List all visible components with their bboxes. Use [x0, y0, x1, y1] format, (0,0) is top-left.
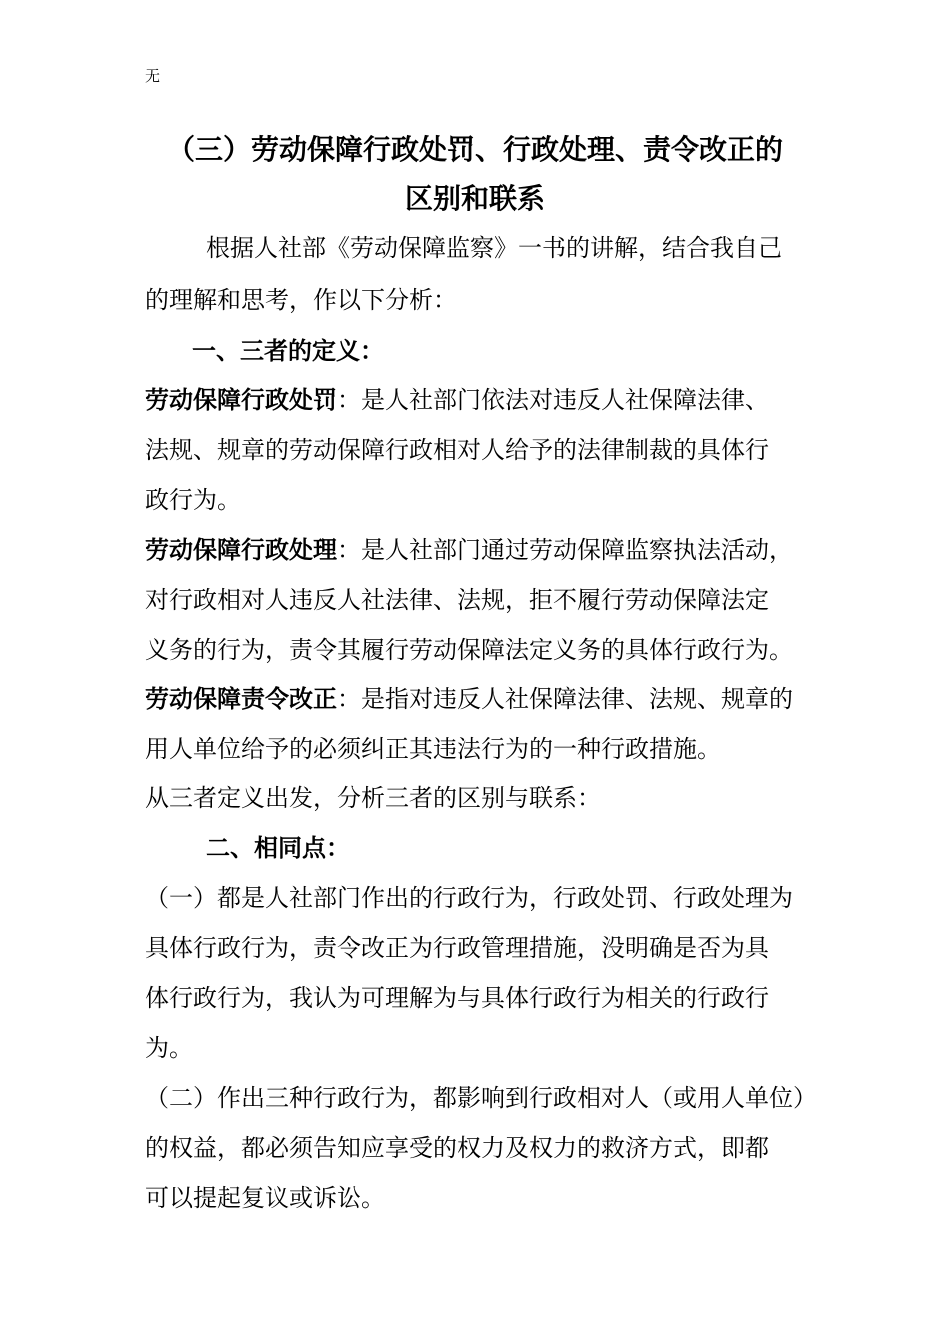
- page-title-line-1: （三）劳动保障行政处罚、行政处理、责令改正的: [166, 133, 783, 166]
- definition-handling-line-1: [145, 533, 793, 567]
- definition-handling-line-2: 对行政相对人违反人社法律、法规，拒不履行劳动保障法定: [145, 586, 769, 614]
- definition-correction-line-2: 用人单位给予的必须纠正其违法行为的一种行政措施。: [145, 735, 721, 763]
- definition-term: 劳动保障行政处理: [145, 535, 337, 564]
- point-1-line-1: （一）都是人社部门作出的行政行为，行政处罚、行政处理为: [145, 884, 793, 912]
- point-2-line-2: 的权益，都必须告知应享受的权力及权力的救济方式，即都: [145, 1134, 769, 1162]
- header-mark: 无: [145, 67, 161, 85]
- page-title-line-2: 区别和联系: [404, 182, 545, 215]
- point-2-line-1: （二）作出三种行政行为，都影响到行政相对人（或用人单位）: [145, 1084, 817, 1112]
- definition-text: ：是指对违反人社保障法律、法规、规章的: [337, 685, 793, 713]
- definition-penalty-line-2: 法规、规章的劳动保障行政相对人给予的法律制裁的具体行: [145, 436, 769, 464]
- section-heading-similarities: 二、相同点：: [206, 833, 350, 862]
- definition-term: 劳动保障行政处罚: [145, 385, 337, 414]
- definition-correction-line-1: [145, 682, 793, 716]
- definition-text: ：是人社部门依法对违反人社保障法律、: [337, 386, 769, 414]
- point-1-line-4: 为。: [145, 1034, 193, 1062]
- point-2-line-3: 可以提起复议或诉讼。: [145, 1184, 385, 1212]
- point-1-line-3: 体行政行为，我认为可理解为与具体行政行为相关的行政行: [145, 984, 769, 1012]
- definition-text: ：是人社部门通过劳动保障监察执法活动，: [337, 536, 793, 564]
- intro-line-1: 根据人社部《劳动保障监察》一书的讲解，结合我自己: [206, 234, 782, 262]
- intro-line-2: 的理解和思考，作以下分析：: [145, 286, 457, 314]
- section-heading-definitions: 一、三者的定义：: [192, 336, 384, 365]
- point-1-line-2: 具体行政行为，责令改正为行政管理措施，没明确是否为具: [145, 934, 769, 962]
- definition-penalty-line-3: 政行为。: [145, 486, 241, 514]
- definition-penalty-line-1: [145, 383, 769, 417]
- definition-term: 劳动保障责令改正: [145, 684, 337, 713]
- definition-handling-line-3: 义务的行为，责令其履行劳动保障法定义务的具体行政行为。: [145, 636, 793, 664]
- transition-paragraph: 从三者定义出发，分析三者的区别与联系：: [145, 784, 601, 812]
